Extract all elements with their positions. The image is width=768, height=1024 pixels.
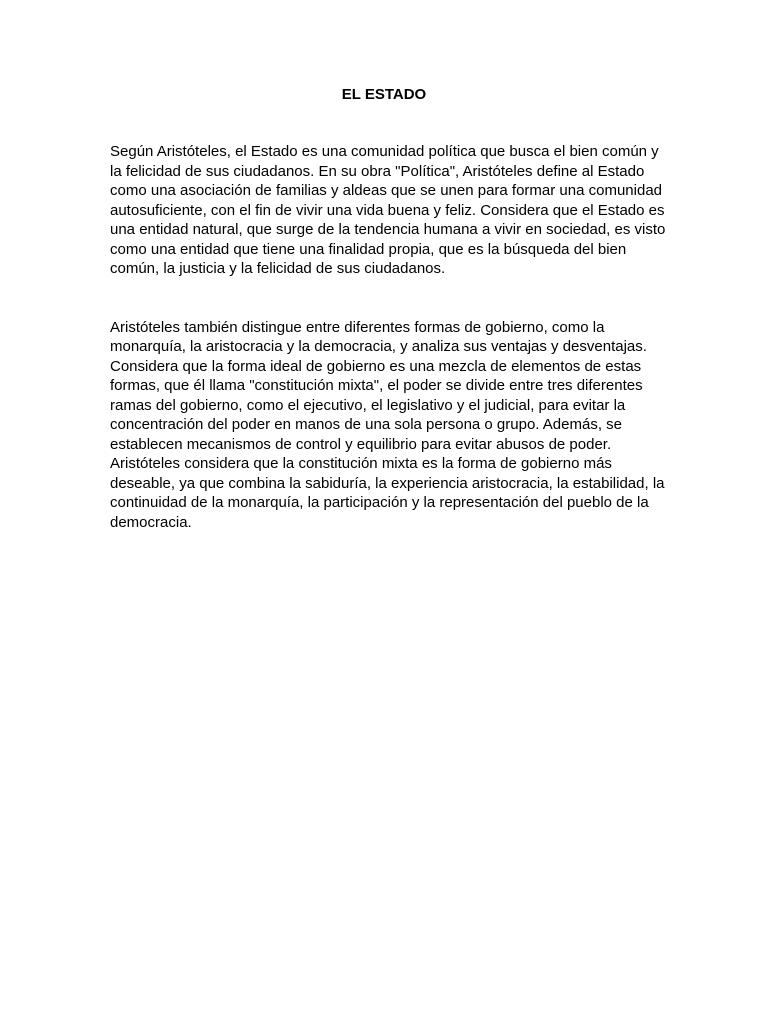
paragraph-aristotle-state: Según Aristóteles, el Estado es una comunidad política que busca el bien común y la felicidad de sus ciudadanos. En su obra "Política", Aristóteles define al Estado como una asociación de familias y aldeas que se unen para formar una comunidad autosuficiente, con el fin de vivir una vida buena y feliz. Considera que el Estado es una entidad natural, que surge de la tendencia humana a vivir en sociedad, es visto como una entidad que tiene una finalidad propia, que es la búsqueda del bien común, la justicia y la felicidad de sus ciudadanos. <box>110 143 666 277</box>
document-title: EL ESTADO <box>341 86 427 103</box>
document-body <box>110 142 670 532</box>
paragraph-forms-of-government: Aristóteles también distingue entre diferentes formas de gobierno, como la monarquía, la aristocracia y la democracia, y analiza sus ventajas y desventajas. Considera que la forma ideal de gobierno es una mezcla de elementos de estas formas, que él llama "constitución mixta", el poder se divide entre tres diferentes ramas del gobierno, como el ejecutivo, el legislativo y el judicial, para evitar la concentración del poder en manos de una sola persona o grupo. Además, se establecen mecanismos de control y equilibrio para evitar abusos de poder. Aristóteles considera que la constitución mixta es la forma de gobierno más deseable, ya que combina la sabiduría, la experiencia aristocracia, la estabilidad, la continuidad de la monarquía, la participación y la representación del pueblo de la democracia. <box>110 318 665 531</box>
